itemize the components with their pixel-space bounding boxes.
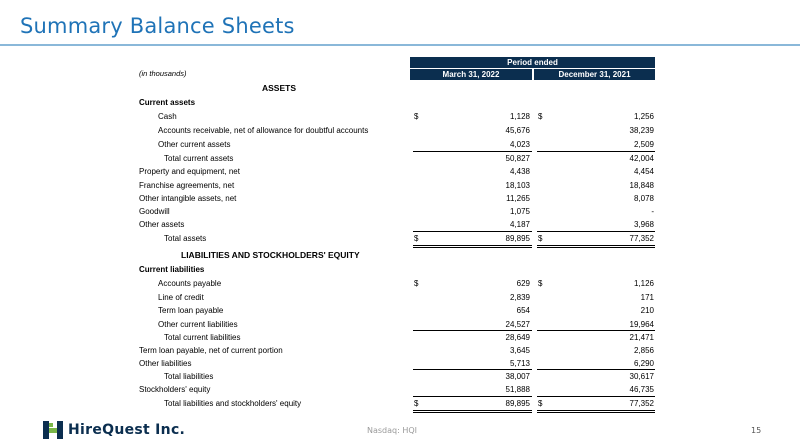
row-label: Other liabilities bbox=[139, 359, 192, 368]
value-march-2022: 4,023 bbox=[509, 140, 530, 149]
total-rule bbox=[413, 396, 532, 397]
table-row bbox=[0, 218, 800, 231]
table-row bbox=[0, 277, 800, 290]
value-march-2022: 89,895 bbox=[505, 234, 530, 243]
units-note: (in thousands) bbox=[139, 69, 187, 78]
liabilities-heading bbox=[0, 249, 800, 262]
row-label: Cash bbox=[158, 112, 177, 121]
value-march-2022: 51,888 bbox=[505, 385, 530, 394]
row-label: Property and equipment, net bbox=[139, 167, 240, 176]
total-double-rule bbox=[537, 247, 655, 248]
value-march-2022: 24,527 bbox=[505, 320, 530, 329]
current-assets-heading bbox=[0, 96, 800, 109]
table-row bbox=[0, 138, 800, 151]
subtotal-rule bbox=[413, 369, 532, 370]
total-rule bbox=[537, 231, 655, 232]
subtotal-rule bbox=[537, 369, 655, 370]
value-december-2021: 18,848 bbox=[629, 181, 654, 190]
subtotal-rule bbox=[413, 151, 532, 152]
value-march-2022: 2,839 bbox=[509, 293, 530, 302]
assets-heading-text: ASSETS bbox=[262, 83, 297, 93]
total-double-rule bbox=[537, 412, 655, 413]
row-label: Accounts receivable, net of allowance for doubtful accounts bbox=[158, 126, 369, 135]
liabilities-heading-text: LIABILITIES AND STOCKHOLDERS' EQUITY bbox=[181, 250, 360, 260]
table-row bbox=[0, 124, 800, 137]
subtotal-rule bbox=[537, 151, 655, 152]
value-december-2021: 171 bbox=[640, 293, 654, 302]
row-label: Line of credit bbox=[158, 293, 204, 302]
table-row bbox=[0, 152, 800, 165]
value-december-2021: 21,471 bbox=[629, 333, 654, 342]
subtotal-rule bbox=[413, 330, 532, 331]
period-ended-header: Period ended bbox=[410, 57, 655, 68]
row-label: Total liabilities bbox=[164, 372, 214, 381]
dollar-sign: $ bbox=[414, 279, 419, 288]
value-december-2021: 8,078 bbox=[633, 194, 654, 203]
column-header-december-2021: December 31, 2021 bbox=[534, 69, 655, 80]
ticker-footer: Nasdaq: HQI bbox=[367, 426, 418, 435]
value-march-2022: 28,649 bbox=[505, 333, 530, 342]
table-row bbox=[0, 291, 800, 304]
value-december-2021: 46,735 bbox=[629, 385, 654, 394]
table-row bbox=[0, 318, 800, 331]
row-label: Other current assets bbox=[158, 140, 231, 149]
value-december-2021: 38,239 bbox=[629, 126, 654, 135]
table-row bbox=[0, 331, 800, 344]
total-double-rule bbox=[413, 247, 532, 248]
row-label: Total assets bbox=[164, 234, 207, 243]
row-label: Other assets bbox=[139, 220, 185, 229]
value-march-2022: 45,676 bbox=[505, 126, 530, 135]
total-rule bbox=[537, 396, 655, 397]
hirequest-logo-icon bbox=[42, 419, 64, 441]
row-label: Total current liabilities bbox=[164, 333, 241, 342]
value-december-2021: 3,968 bbox=[633, 220, 654, 229]
value-december-2021: 30,617 bbox=[629, 372, 654, 381]
value-march-2022: 629 bbox=[516, 279, 530, 288]
row-label: Total current assets bbox=[164, 154, 234, 163]
value-december-2021: 2,856 bbox=[633, 346, 654, 355]
table-row bbox=[0, 344, 800, 357]
table-row bbox=[0, 304, 800, 317]
subtotal-rule bbox=[537, 330, 655, 331]
value-march-2022: 654 bbox=[516, 306, 530, 315]
table-row bbox=[0, 397, 800, 410]
assets-heading bbox=[0, 82, 800, 95]
row-label: Other intangible assets, net bbox=[139, 194, 237, 203]
value-march-2022: 89,895 bbox=[505, 399, 530, 408]
table-row bbox=[0, 205, 800, 218]
value-december-2021: 19,964 bbox=[629, 320, 654, 329]
page-number: 15 bbox=[751, 426, 762, 435]
table-row bbox=[0, 179, 800, 192]
value-march-2022: 38,007 bbox=[505, 372, 530, 381]
value-december-2021: 1,256 bbox=[633, 112, 654, 121]
value-march-2022: 1,075 bbox=[509, 207, 530, 216]
dollar-sign: $ bbox=[538, 112, 543, 121]
table-row bbox=[0, 110, 800, 123]
current-liabilities-heading bbox=[0, 263, 800, 276]
table-row bbox=[0, 232, 800, 245]
value-december-2021: 4,454 bbox=[633, 167, 654, 176]
value-march-2022: 3,645 bbox=[509, 346, 530, 355]
total-rule bbox=[413, 231, 532, 232]
total-double-rule bbox=[537, 245, 655, 246]
value-march-2022: 4,187 bbox=[509, 220, 530, 229]
row-label: Total liabilities and stockholders' equity bbox=[164, 399, 302, 408]
value-march-2022: 11,265 bbox=[506, 194, 530, 203]
dollar-sign: $ bbox=[414, 399, 419, 408]
table-row bbox=[0, 370, 800, 383]
total-double-rule bbox=[537, 410, 655, 411]
value-march-2022: 4,438 bbox=[509, 167, 530, 176]
dollar-sign: $ bbox=[538, 279, 543, 288]
value-december-2021: 1,126 bbox=[633, 279, 654, 288]
title-divider bbox=[0, 44, 800, 46]
total-double-rule bbox=[413, 245, 532, 246]
current-liabilities-heading-text: Current liabilities bbox=[139, 265, 205, 274]
dollar-sign: $ bbox=[414, 112, 419, 121]
value-march-2022: 18,103 bbox=[505, 181, 530, 190]
row-label: Goodwill bbox=[139, 207, 170, 216]
dollar-sign: $ bbox=[414, 234, 419, 243]
value-march-2022: 5,713 bbox=[509, 359, 530, 368]
table-row bbox=[0, 165, 800, 178]
value-december-2021: 77,352 bbox=[629, 399, 654, 408]
value-december-2021: 6,290 bbox=[633, 359, 654, 368]
column-header-march-2022: March 31, 2022 bbox=[410, 69, 532, 80]
row-label: Accounts payable bbox=[158, 279, 222, 288]
row-label: Term loan payable, net of current portion bbox=[139, 346, 283, 355]
value-december-2021: 210 bbox=[640, 306, 654, 315]
value-march-2022: 1,128 bbox=[509, 112, 530, 121]
total-double-rule bbox=[413, 412, 532, 413]
value-december-2021: 42,004 bbox=[629, 154, 654, 163]
row-label: Franchise agreements, net bbox=[139, 181, 235, 190]
page-title: Summary Balance Sheets bbox=[20, 14, 295, 38]
value-december-2021: 77,352 bbox=[629, 234, 654, 243]
dollar-sign: $ bbox=[538, 234, 543, 243]
row-label: Stockholders' equity bbox=[139, 385, 211, 394]
row-label: Term loan payable bbox=[158, 306, 224, 315]
table-row bbox=[0, 357, 800, 370]
current-assets-heading-text: Current assets bbox=[139, 98, 196, 107]
value-march-2022: 50,827 bbox=[505, 154, 530, 163]
total-double-rule bbox=[413, 410, 532, 411]
value-december-2021: - bbox=[651, 207, 654, 216]
row-label: Other current liabilities bbox=[158, 320, 238, 329]
dollar-sign: $ bbox=[538, 399, 543, 408]
table-row bbox=[0, 383, 800, 396]
value-december-2021: 2,509 bbox=[633, 140, 654, 149]
brand-name: HireQuest Inc. bbox=[68, 422, 186, 438]
table-row bbox=[0, 192, 800, 205]
